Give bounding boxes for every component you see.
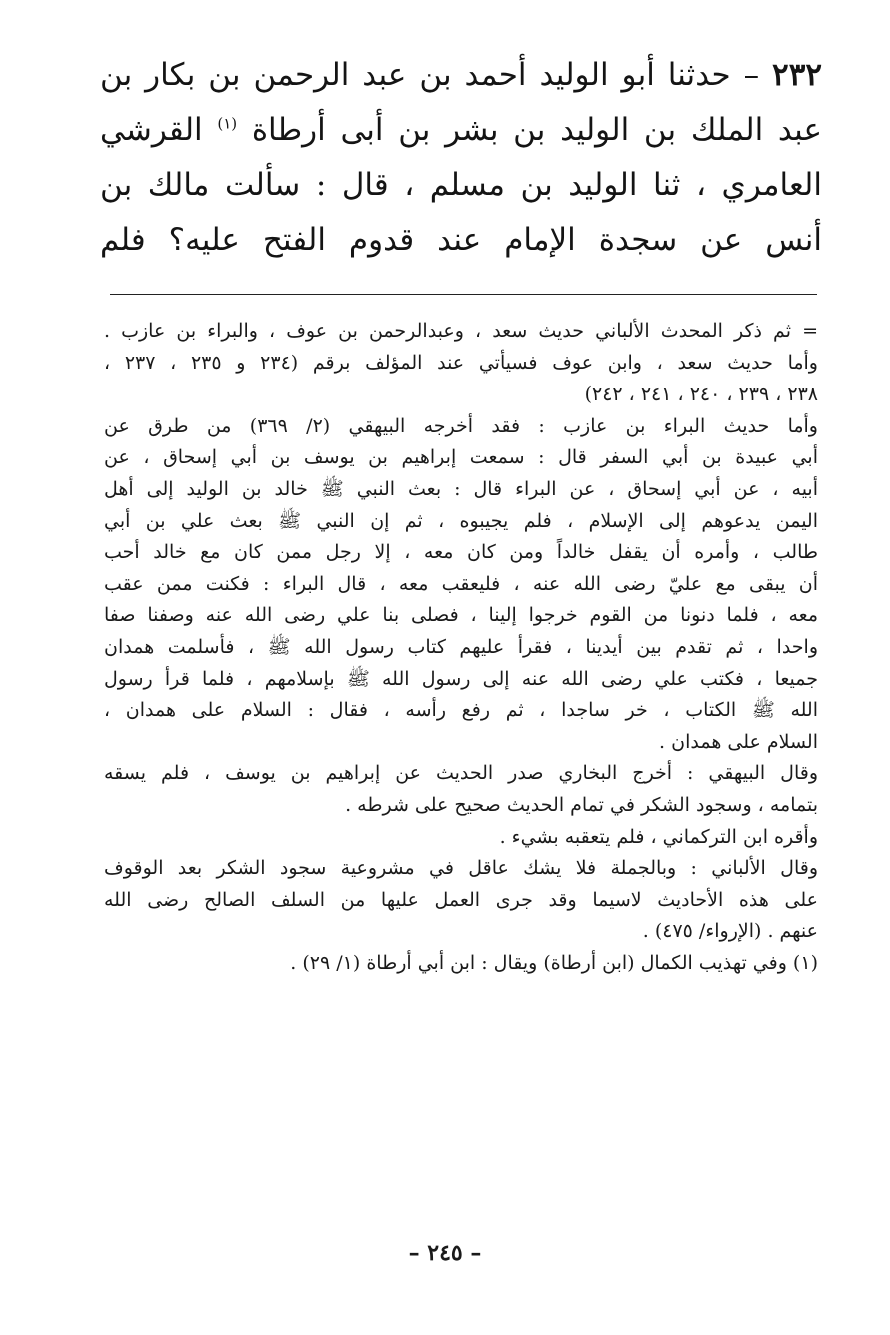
footnote-line: وقال الألباني : وبالجملة فلا يشك عاقل في مشروعية سجود الشكر بعد الوقوف <box>104 857 818 880</box>
main-line-3: العامري ، ثنا الوليد بن مسلم ، قال : سألت مالك بن <box>100 167 822 203</box>
footnote-line: السلام على همدان . <box>659 730 818 753</box>
footnote-line: وأقره ابن التركماني ، فلم يتعقبه بشيء . <box>499 825 818 848</box>
footnote-line: أبي عبيدة بن أبي السفر قال : سمعت إبراهيم بن يوسف بن أبي إسحاق ، عن <box>104 446 818 469</box>
footnote-line: اليمن يدعوهم إلى الإسلام ، فلم يجيبوه ، ثم إن النبي ﷺ بعث علي بن أبي <box>104 509 818 532</box>
footnote-line: واحدا ، ثم تقدم بين أيدينا ، فقرأ عليهم كتاب رسول الله ﷺ ، فأسلمت همدان <box>104 635 818 658</box>
footnote-line: أن يبقى مع عليّ رضى الله عنه ، فليعقب معه ، قال البراء : فكنت ممن عقب <box>104 572 818 595</box>
footnote-line: جميعا ، فكتب علي رضى الله عنه إلى رسول الله ﷺ بإسلامهم ، فلما قرأ رسول <box>104 667 818 690</box>
footnote-line: وأما حديث سعد ، وابن عوف فسيأتي عند المؤلف برقم (٢٣٤ و ٢٣٥ ، ٢٣٧ ، <box>104 351 818 374</box>
footnote-line: بتمامه ، وسجود الشكر في تمام الحديث صحيح على شرطه . <box>345 793 818 816</box>
hadith-number: ٢٣٢ <box>772 57 822 93</box>
footnote-line: معه ، فلما دنونا من القوم خرجوا إلينا ، فصلى بنا علي رضى الله عنه وصفنا صفا <box>104 604 818 627</box>
footnote-line: عنهم . (الإرواء/ ٤٧٥) . <box>642 920 818 943</box>
main-line-4: أنس عن سجدة الإمام عند قدوم الفتح عليه؟ فلم <box>100 222 822 258</box>
footnote-line: وقال البيهقي : أخرج البخاري صدر الحديث عن إبراهيم بن يوسف ، فلم يسقه <box>104 762 818 785</box>
footnote-1: (١) وفي تهذيب الكمال (ابن أرطاة) ويقال : ابن أبي أرطاة (١/ ٢٩) . <box>290 951 818 974</box>
footnote-line: الله ﷺ الكتاب ، خر ساجدا ، ثم رفع رأسه ، فقال : السلام على همدان ، <box>104 699 818 722</box>
footnote-line: طالب ، وأمره أن يقفل خالداً ومن كان معه ، إلا رجل ممن كان مع خالد أحب <box>104 541 818 564</box>
hadith-text <box>100 48 822 268</box>
footnotes <box>104 316 818 979</box>
footnote-line: ٢٣٨ ، ٢٣٩ ، ٢٤٠ ، ٢٤١ ، ٢٤٢) <box>584 383 818 406</box>
main-line-1: ٢٣٢ – حدثنا أبو الوليد أحمد بن عبد الرحمن بن بكار بن <box>100 57 822 93</box>
footnote-line: أبيه ، عن أبي إسحاق ، عن البراء قال : بعث النبي ﷺ خالد بن الوليد إلى أهل <box>104 477 818 500</box>
main-line-2: عبد الملك بن الوليد بن بشر بن أبى أرطاة $^{(١)}$ القرشي <box>100 112 822 148</box>
footnote-line: على هذه الأحاديث لاسيما وقد جرى العمل عليها من السلف الصالح رضى الله <box>104 888 818 911</box>
footnote-reference: (١) <box>217 114 238 133</box>
page-number: – ٢٤٥ – <box>408 1240 482 1266</box>
footnote-line: = ثم ذكر المحدث الألباني حديث سعد ، وعبدالرحمن بن عوف ، والبراء بن عازب . <box>104 320 818 342</box>
footnote-separator <box>110 294 817 295</box>
footnote-line: وأما حديث البراء بن عازب : فقد أخرجه البيهقي (٢/ ٣٦٩) من طرق عن <box>104 414 818 437</box>
